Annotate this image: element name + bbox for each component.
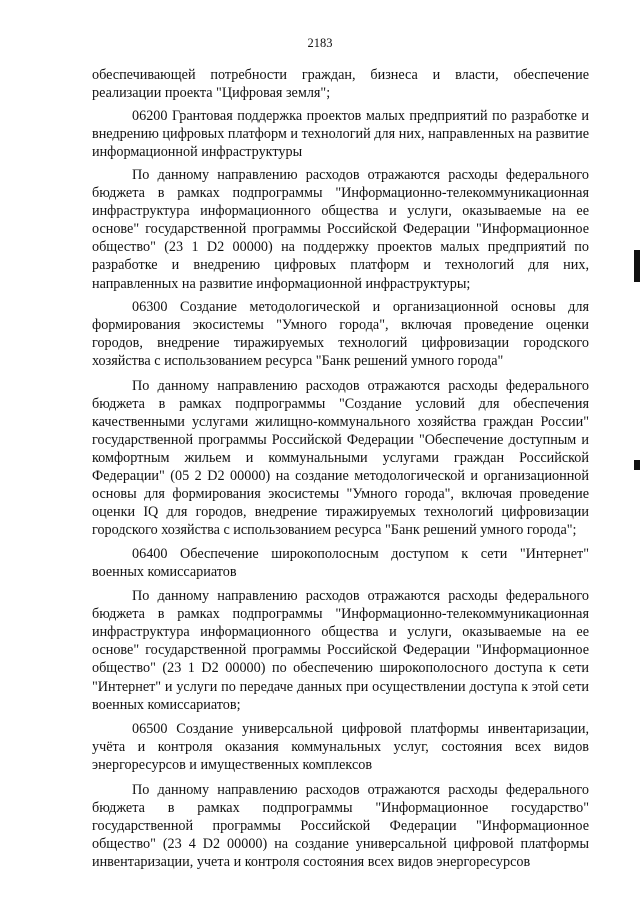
paragraph-06500-description: По данному направлению расходов отражаются расходы федерального бюджета в рамках подпрограммы "Информационное государство" государственной программы Российской Федерации "Информационное общество" (23 4 D2 00000) на создание универсальной цифровой платформы инвентаризации, учета и контроля состояния всех видов энергоресурсов: [92, 781, 589, 870]
paragraph-06500-heading: 06500 Создание универсальной цифровой платформы инвентаризации, учёта и контроля оказания коммунальных услуг, состояния всех видов энергоресурсов и имущественных комплексов: [92, 720, 589, 773]
paragraph-06200-heading: 06200 Грантовая поддержка проектов малых предприятий по разработке и внедрению цифровых платформ и технологий для них, направленных на развитие информационной инфраструктуры: [92, 108, 589, 161]
paragraph-06400-heading: 06400 Обеспечение широкополосным доступом к сети "Интернет" военных комиссариатов: [92, 546, 589, 581]
scan-edge-mark: [634, 460, 640, 470]
paragraph-continuation: обеспечивающей потребности граждан, бизнеса и власти, обеспечение реализации проекта "Цифровая земля";: [92, 67, 589, 102]
paragraph-06300-heading: 06300 Создание методологической и организационной основы для формирования экосистемы "Умного города", включая проведение оценки городов, внедрение тиражируемых технологий цифровизации городского хозяйства с использованием ресурса "Банк решений умного города": [92, 298, 589, 369]
paragraph-06400-description: По данному направлению расходов отражаются расходы федерального бюджета в рамках подпрограммы "Информационно-телекоммуникационная инфраструктура информационного общества и услуги, оказываемые на ее основе" государственной программы Российской Федерации "Информационное общество" (23 1 D2 00000) по обеспечению широкополосного доступа к сети "Интернет" и услуги по передаче данных при осуществлении доступа к этой сети военных комиссариатов;: [92, 588, 589, 713]
page-number: 2183: [307, 36, 333, 50]
document-body: [92, 66, 589, 871]
paragraph-06200-description: По данному направлению расходов отражаются расходы федерального бюджета в рамках подпрограммы "Информационно-телекоммуникационная инфраструктура информационного общества и услуги, оказываемые на ее основе" государственной программы Российской Федерации "Информационное общество" (23 1 D2 00000) на поддержку проектов малых предприятий по разработке и внедрению цифровых платформ и технологий для них, направленных на развитие информационной инфраструктуры;: [92, 167, 589, 292]
paragraph-06300-description: По данному направлению расходов отражаются расходы федерального бюджета в рамках подпрограммы "Создание условий для обеспечения качественными услугами жилищно-коммунального хозяйства граждан России" государственной программы Российской Федерации "Обеспечение доступным и комфортным жильем и коммунальными услугами граждан Российской Федерации" (05 2 D2 00000) на создание методологической и организационной основы для формирования экосистемы "Умного города", включая проведение оценки IQ для городов, внедрение тиражируемых технологий цифровизации городского хозяйства с использованием ресурса "Банк решений умного города";: [92, 377, 589, 539]
scan-edge-mark: [634, 250, 640, 282]
